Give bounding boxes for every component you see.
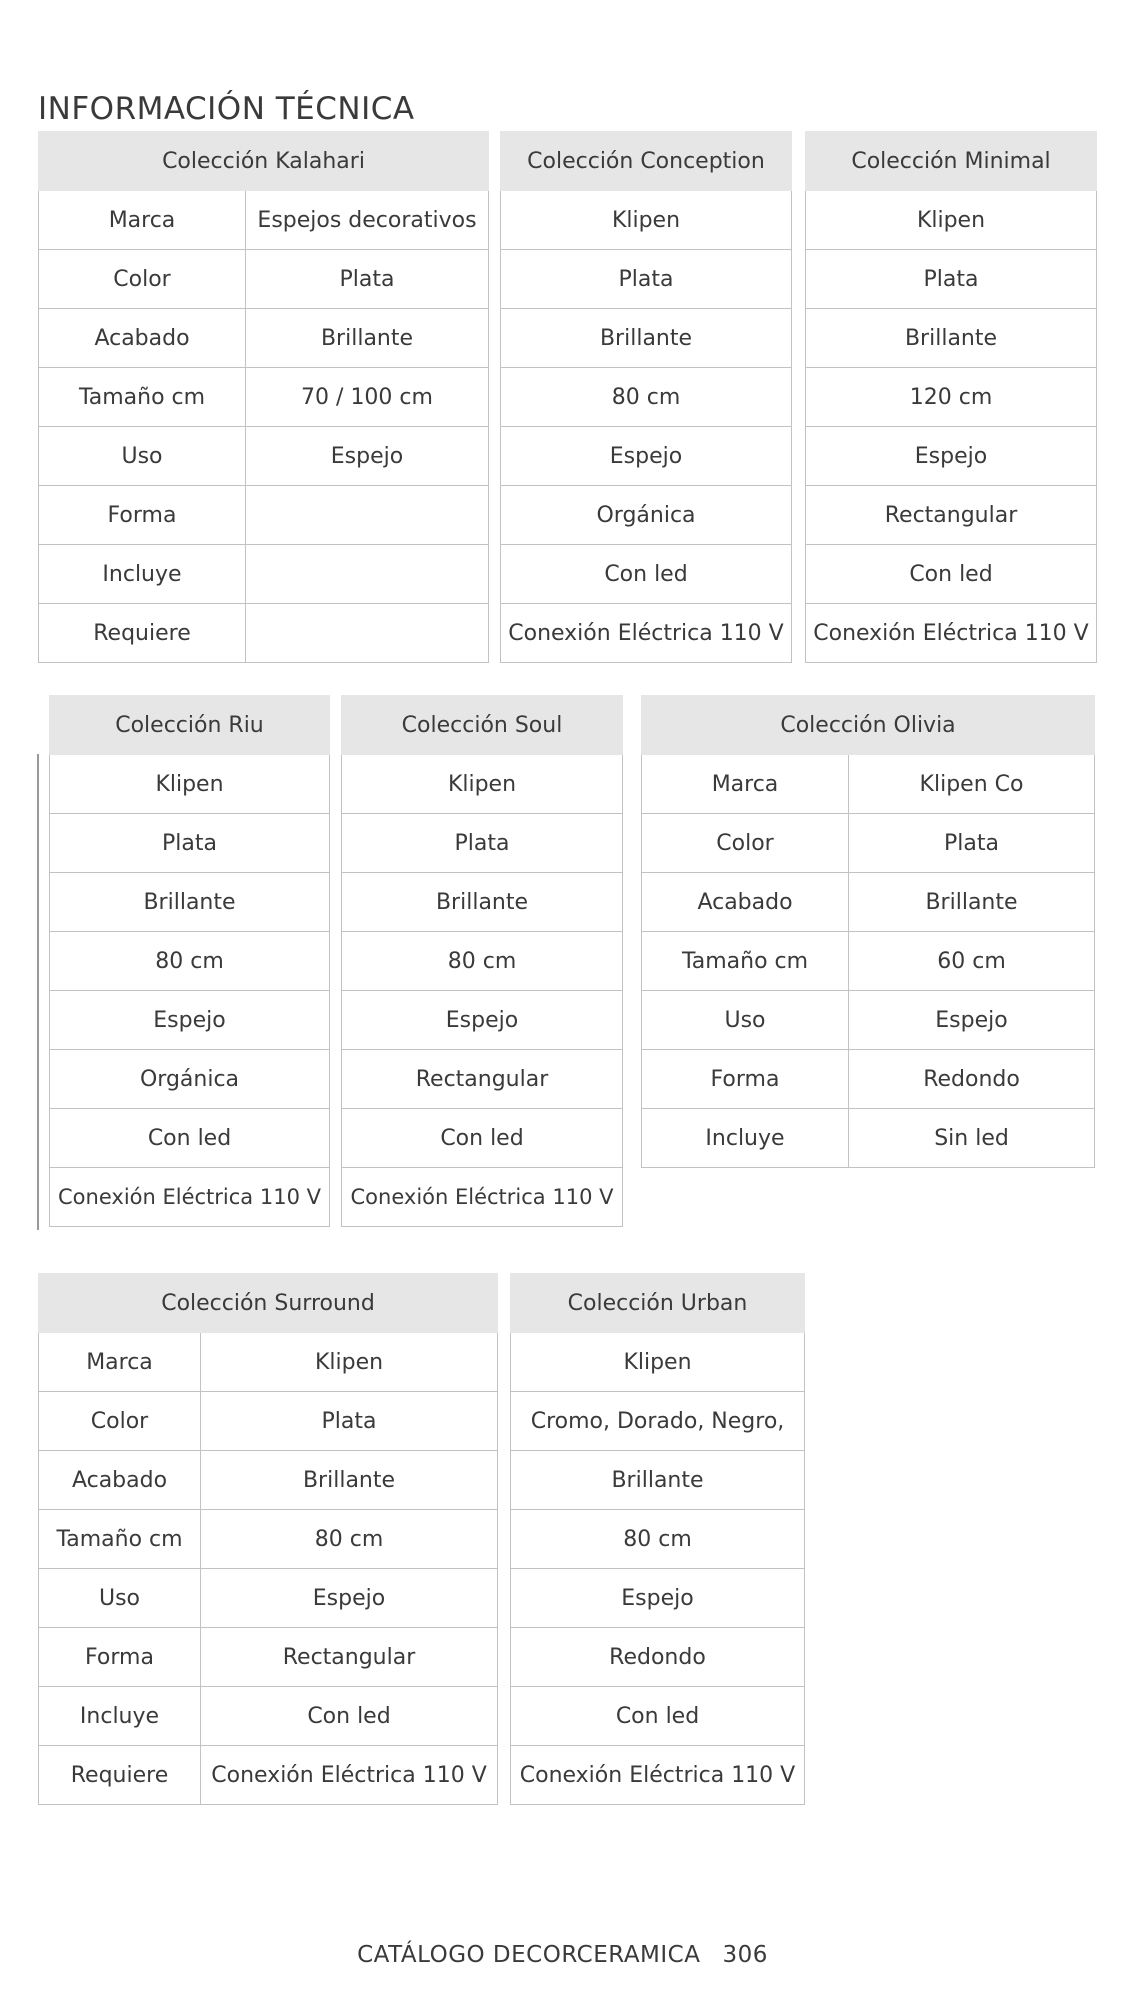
- row-label: Tamaño cm: [39, 1510, 201, 1569]
- table-row: [642, 1050, 1095, 1109]
- row-value: 80 cm: [511, 1510, 805, 1569]
- row-label: Uso: [642, 991, 849, 1050]
- table-row: [39, 545, 489, 604]
- footer: [0, 1942, 1125, 1968]
- table-row: [511, 1333, 805, 1392]
- table-row: [50, 1109, 330, 1168]
- table-row: [342, 1109, 623, 1168]
- row-value: Espejos decorativos: [246, 191, 489, 250]
- row-value: Con led: [806, 545, 1097, 604]
- table-row: [342, 991, 623, 1050]
- row-value: [246, 604, 489, 663]
- row-value: 70 / 100 cm: [246, 368, 489, 427]
- row-value: Redondo: [511, 1628, 805, 1687]
- table-header-surround: Colección Surround: [39, 1274, 498, 1333]
- row-label: Tamaño cm: [39, 368, 246, 427]
- row-value: Espejo: [246, 427, 489, 486]
- row-value: Brillante: [806, 309, 1097, 368]
- row-value: Redondo: [849, 1050, 1095, 1109]
- table-row: [50, 755, 330, 814]
- row-value: Con led: [201, 1687, 498, 1746]
- table-row: [511, 1510, 805, 1569]
- row-value: Espejo: [50, 991, 330, 1050]
- table-row: [342, 932, 623, 991]
- table-row: [39, 1687, 498, 1746]
- table-row: [806, 545, 1097, 604]
- table-row: [806, 250, 1097, 309]
- table-row: [511, 1628, 805, 1687]
- row-value: Plata: [849, 814, 1095, 873]
- table-row: [501, 368, 792, 427]
- row-value: 80 cm: [201, 1510, 498, 1569]
- table-row: [642, 932, 1095, 991]
- table-row: [39, 427, 489, 486]
- row-value: Conexión Eléctrica 110 V: [501, 604, 792, 663]
- row-value: Klipen: [501, 191, 792, 250]
- row-value: Orgánica: [50, 1050, 330, 1109]
- table-row: [39, 1746, 498, 1805]
- row-value: Brillante: [342, 873, 623, 932]
- table-row: [39, 1451, 498, 1510]
- page-number: 306: [722, 1942, 768, 1968]
- table-row: [342, 873, 623, 932]
- table-olivia: [641, 695, 1095, 1168]
- table-riu: [49, 695, 330, 1227]
- row-label: Forma: [39, 486, 246, 545]
- table-row: [39, 1392, 498, 1451]
- table-minimal: [805, 131, 1097, 663]
- table-row: [39, 368, 489, 427]
- row-label: Acabado: [39, 1451, 201, 1510]
- table-row: [342, 1050, 623, 1109]
- table-row: [342, 814, 623, 873]
- row-label: Uso: [39, 427, 246, 486]
- table-row: [806, 604, 1097, 663]
- table-row: [39, 1569, 498, 1628]
- row-value: Orgánica: [501, 486, 792, 545]
- table-row: [50, 1168, 330, 1227]
- row-value: Espejo: [342, 991, 623, 1050]
- table-row: [642, 873, 1095, 932]
- table-row: [501, 604, 792, 663]
- table-row: [342, 755, 623, 814]
- row-value: [246, 486, 489, 545]
- table-row: [642, 991, 1095, 1050]
- table-header-minimal: Colección Minimal: [806, 132, 1097, 191]
- table-row: [50, 1050, 330, 1109]
- table-row: [806, 486, 1097, 545]
- table-row: [50, 873, 330, 932]
- table-row: [342, 1168, 623, 1227]
- row-label: Color: [39, 1392, 201, 1451]
- row-value: Con led: [501, 545, 792, 604]
- table-soul: [341, 695, 623, 1227]
- table-row: [39, 309, 489, 368]
- table-row: [806, 309, 1097, 368]
- row-value: Rectangular: [806, 486, 1097, 545]
- row-value: Brillante: [849, 873, 1095, 932]
- row-value: Plata: [246, 250, 489, 309]
- row-value: Plata: [501, 250, 792, 309]
- table-row: [501, 545, 792, 604]
- left-rule: [37, 754, 39, 1230]
- table-row: [806, 368, 1097, 427]
- row-label: Tamaño cm: [642, 932, 849, 991]
- row-value: Plata: [342, 814, 623, 873]
- row-value: Plata: [806, 250, 1097, 309]
- table-row: [642, 1109, 1095, 1168]
- table-row: [511, 1746, 805, 1805]
- table-row: [501, 309, 792, 368]
- row-value: 80 cm: [342, 932, 623, 991]
- row-label: Requiere: [39, 604, 246, 663]
- row-value: Klipen: [806, 191, 1097, 250]
- row-label: Color: [39, 250, 246, 309]
- row-value: Con led: [50, 1109, 330, 1168]
- row-label: Marca: [39, 191, 246, 250]
- table-header-soul: Colección Soul: [342, 696, 623, 755]
- row-label: Marca: [642, 755, 849, 814]
- table-row: [39, 1510, 498, 1569]
- row-value: 80 cm: [50, 932, 330, 991]
- row-value: Espejo: [501, 427, 792, 486]
- catalog-name: CATÁLOGO DECORCERAMICA: [357, 1942, 701, 1968]
- row-label: Acabado: [642, 873, 849, 932]
- row-value: Conexión Eléctrica 110 V: [50, 1168, 330, 1227]
- row-value: Conexión Eléctrica 110 V: [342, 1168, 623, 1227]
- row-value: Espejo: [201, 1569, 498, 1628]
- table-row: [511, 1392, 805, 1451]
- table-row: [50, 932, 330, 991]
- row-value: 60 cm: [849, 932, 1095, 991]
- table-row: [511, 1687, 805, 1746]
- row-value: Brillante: [201, 1451, 498, 1510]
- row-label: Incluye: [39, 1687, 201, 1746]
- table-kalahari: [38, 131, 489, 663]
- table-row: [50, 814, 330, 873]
- table-row: [39, 486, 489, 545]
- table-row: [39, 1333, 498, 1392]
- row-value: Klipen: [201, 1333, 498, 1392]
- table-row: [806, 427, 1097, 486]
- table-surround: [38, 1273, 498, 1805]
- row-value: Espejo: [806, 427, 1097, 486]
- table-conception: [500, 131, 792, 663]
- row-value: 80 cm: [501, 368, 792, 427]
- row-label: Color: [642, 814, 849, 873]
- row-value: Con led: [511, 1687, 805, 1746]
- row-value: Conexión Eléctrica 110 V: [511, 1746, 805, 1805]
- table-row: [642, 814, 1095, 873]
- row-value: Brillante: [50, 873, 330, 932]
- table-row: [806, 191, 1097, 250]
- row-value: Conexión Eléctrica 110 V: [806, 604, 1097, 663]
- row-label: Acabado: [39, 309, 246, 368]
- table-row: [642, 755, 1095, 814]
- table-row: [39, 250, 489, 309]
- row-value: Rectangular: [201, 1628, 498, 1687]
- row-label: Incluye: [39, 545, 246, 604]
- row-label: Forma: [642, 1050, 849, 1109]
- table-header-conception: Colección Conception: [501, 132, 792, 191]
- row-label: Incluye: [642, 1109, 849, 1168]
- row-label: Uso: [39, 1569, 201, 1628]
- row-value: Conexión Eléctrica 110 V: [201, 1746, 498, 1805]
- row-value: Con led: [342, 1109, 623, 1168]
- table-row: [501, 191, 792, 250]
- row-value: Brillante: [246, 309, 489, 368]
- table-row: [39, 1628, 498, 1687]
- table-row: [511, 1569, 805, 1628]
- row-value: Plata: [50, 814, 330, 873]
- row-value: Espejo: [849, 991, 1095, 1050]
- table-header-urban: Colección Urban: [511, 1274, 805, 1333]
- table-row: [501, 486, 792, 545]
- table-row: [39, 191, 489, 250]
- table-header-riu: Colección Riu: [50, 696, 330, 755]
- table-row: [501, 427, 792, 486]
- table-header-kalahari: Colección Kalahari: [39, 132, 489, 191]
- table-row: [39, 604, 489, 663]
- row-value: Cromo, Dorado, Negro,: [511, 1392, 805, 1451]
- table-row: [511, 1451, 805, 1510]
- row-value: Klipen: [511, 1333, 805, 1392]
- row-value: Klipen: [50, 755, 330, 814]
- row-value: Espejo: [511, 1569, 805, 1628]
- row-value: Brillante: [501, 309, 792, 368]
- row-value: Sin led: [849, 1109, 1095, 1168]
- row-label: Marca: [39, 1333, 201, 1392]
- row-value: Rectangular: [342, 1050, 623, 1109]
- row-label: Requiere: [39, 1746, 201, 1805]
- row-value: 120 cm: [806, 368, 1097, 427]
- row-value: Plata: [201, 1392, 498, 1451]
- table-row: [50, 991, 330, 1050]
- table-row: [501, 250, 792, 309]
- page-title: INFORMACIÓN TÉCNICA: [38, 90, 415, 127]
- row-value: Brillante: [511, 1451, 805, 1510]
- table-header-olivia: Colección Olivia: [642, 696, 1095, 755]
- row-label: Forma: [39, 1628, 201, 1687]
- row-value: Klipen Co: [849, 755, 1095, 814]
- row-value: Klipen: [342, 755, 623, 814]
- row-value: [246, 545, 489, 604]
- table-urban: [510, 1273, 805, 1805]
